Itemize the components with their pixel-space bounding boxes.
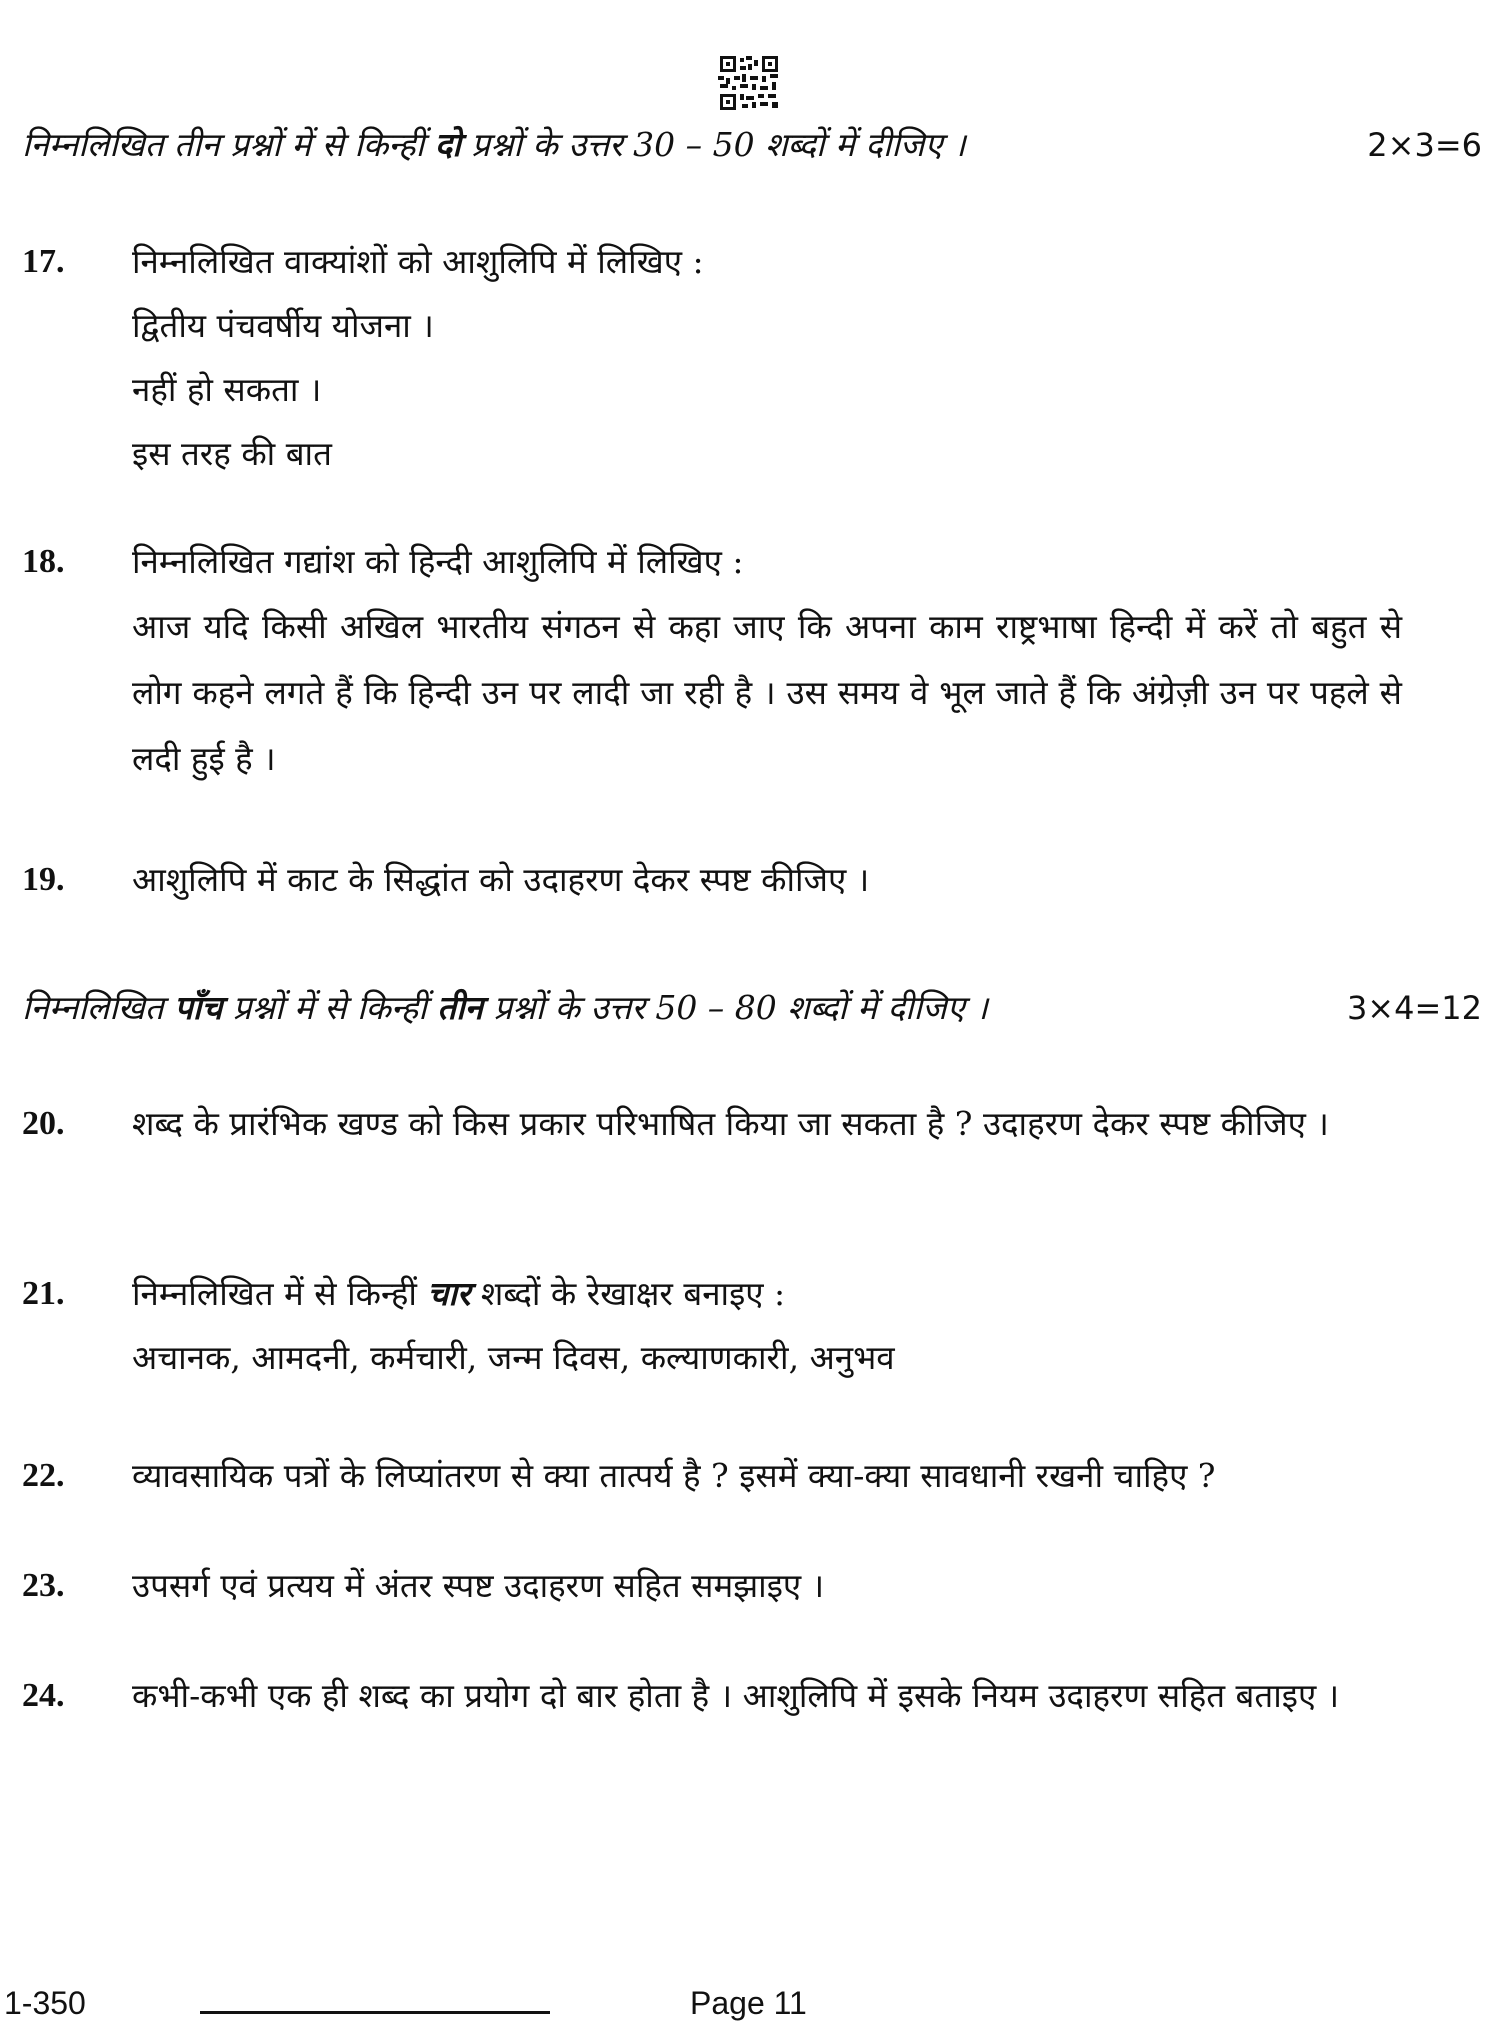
question-17 — [22, 230, 1402, 486]
question-text: निम्नलिखित वाक्यांशों को आशुलिपि में लिखिए : — [132, 242, 704, 281]
page-number: Page 11 — [690, 1985, 807, 2021]
paper-code: 1-350 — [4, 1985, 86, 2021]
question-body — [132, 1554, 1402, 1618]
question-body — [132, 1444, 1402, 1508]
question-text: आशुलिपि में काट के सिद्धांत को उदाहरण देकर स्पष्ट कीजिए । — [132, 860, 870, 899]
section-marks: 3×4=12 — [1346, 989, 1482, 1027]
question-21 — [22, 1262, 1402, 1392]
question-text: शब्द के प्रारंभिक खण्ड को किस प्रकार परिभाषित किया जा सकता है ? उदाहरण देकर स्पष्ट कीजिए । — [132, 1104, 1329, 1143]
question-body — [132, 530, 1402, 792]
section-instruction-2 — [22, 978, 1482, 1038]
question-number: 22. — [22, 1457, 65, 1494]
question-body — [132, 1262, 1402, 1390]
question-number: 21. — [22, 1275, 65, 1312]
question-23 — [22, 1554, 1402, 1618]
question-body — [132, 848, 1402, 912]
section-instruction-1 — [22, 115, 1482, 175]
phrase-item: इस तरह की बात — [132, 434, 332, 473]
question-body — [132, 230, 1402, 486]
passage-text: आज यदि किसी अखिल भारतीय संगठन से कहा जाए कि अपना काम राष्ट्रभाषा हिन्दी में करें तो बहुत से लोग कहने लगते हैं कि हिन्दी उन पर लादी जा रही है । उस समय वे भूल जाते हैं कि अंग्रेज़ी उन पर पहले से लदी हुई है । — [132, 607, 1402, 778]
word-list: अचानक, आमदनी, कर्मचारी, जन्म दिवस, कल्याणकारी, अनुभव — [132, 1338, 895, 1377]
question-body — [132, 1092, 1402, 1156]
question-number: 20. — [22, 1105, 65, 1142]
instruction-emphasis: दो — [434, 125, 461, 164]
question-20 — [22, 1092, 1402, 1222]
emphasis-word: चार — [427, 1274, 471, 1313]
question-number: 18. — [22, 543, 65, 580]
question-text: व्यावसायिक पत्रों के लिप्यांतरण से क्या तात्पर्य है ? इसमें क्या-क्या सावधानी रखनी चाहिए ? — [132, 1456, 1216, 1495]
question-text: कभी-कभी एक ही शब्द का प्रयोग दो बार होता है । आशुलिपि में इसके नियम उदाहरण सहित बताइए । — [132, 1676, 1340, 1715]
question-22 — [22, 1444, 1402, 1508]
phrase-item: द्वितीय पंचवर्षीय योजना । — [132, 306, 434, 345]
footer-divider — [200, 2011, 550, 2014]
question-24 — [22, 1664, 1402, 1794]
question-text: निम्नलिखित गद्यांश को हिन्दी आशुलिपि में लिखिए : — [132, 542, 744, 581]
instruction-emphasis: पाँच — [174, 988, 223, 1027]
qr-code-icon — [718, 56, 780, 110]
question-number: 24. — [22, 1677, 65, 1714]
page-footer — [0, 1985, 1505, 2030]
instruction-text: निम्नलिखित पाँच प्रश्नों में से किन्हीं तीन प्रश्नों के उत्तर 50 – 80 शब्दों में दीजिए । — [22, 988, 988, 1027]
question-number: 17. — [22, 243, 65, 280]
section-marks: 2×3=6 — [1367, 126, 1482, 164]
question-text: उपसर्ग एवं प्रत्यय में अंतर स्पष्ट उदाहरण सहित समझाइए । — [132, 1566, 825, 1605]
question-number: 23. — [22, 1567, 65, 1604]
question-18 — [22, 530, 1402, 790]
question-number: 19. — [22, 861, 65, 898]
instruction-text: निम्नलिखित तीन प्रश्नों में से किन्हीं दो प्रश्नों के उत्तर 30 – 50 शब्दों में दीजिए । — [22, 125, 966, 164]
phrase-item: नहीं हो सकता । — [132, 370, 322, 409]
instruction-emphasis: तीन — [437, 988, 483, 1027]
question-text: निम्नलिखित में से किन्हीं चार शब्दों के रेखाक्षर बनाइए : — [132, 1274, 786, 1313]
question-19 — [22, 848, 1402, 912]
question-body — [132, 1664, 1402, 1728]
